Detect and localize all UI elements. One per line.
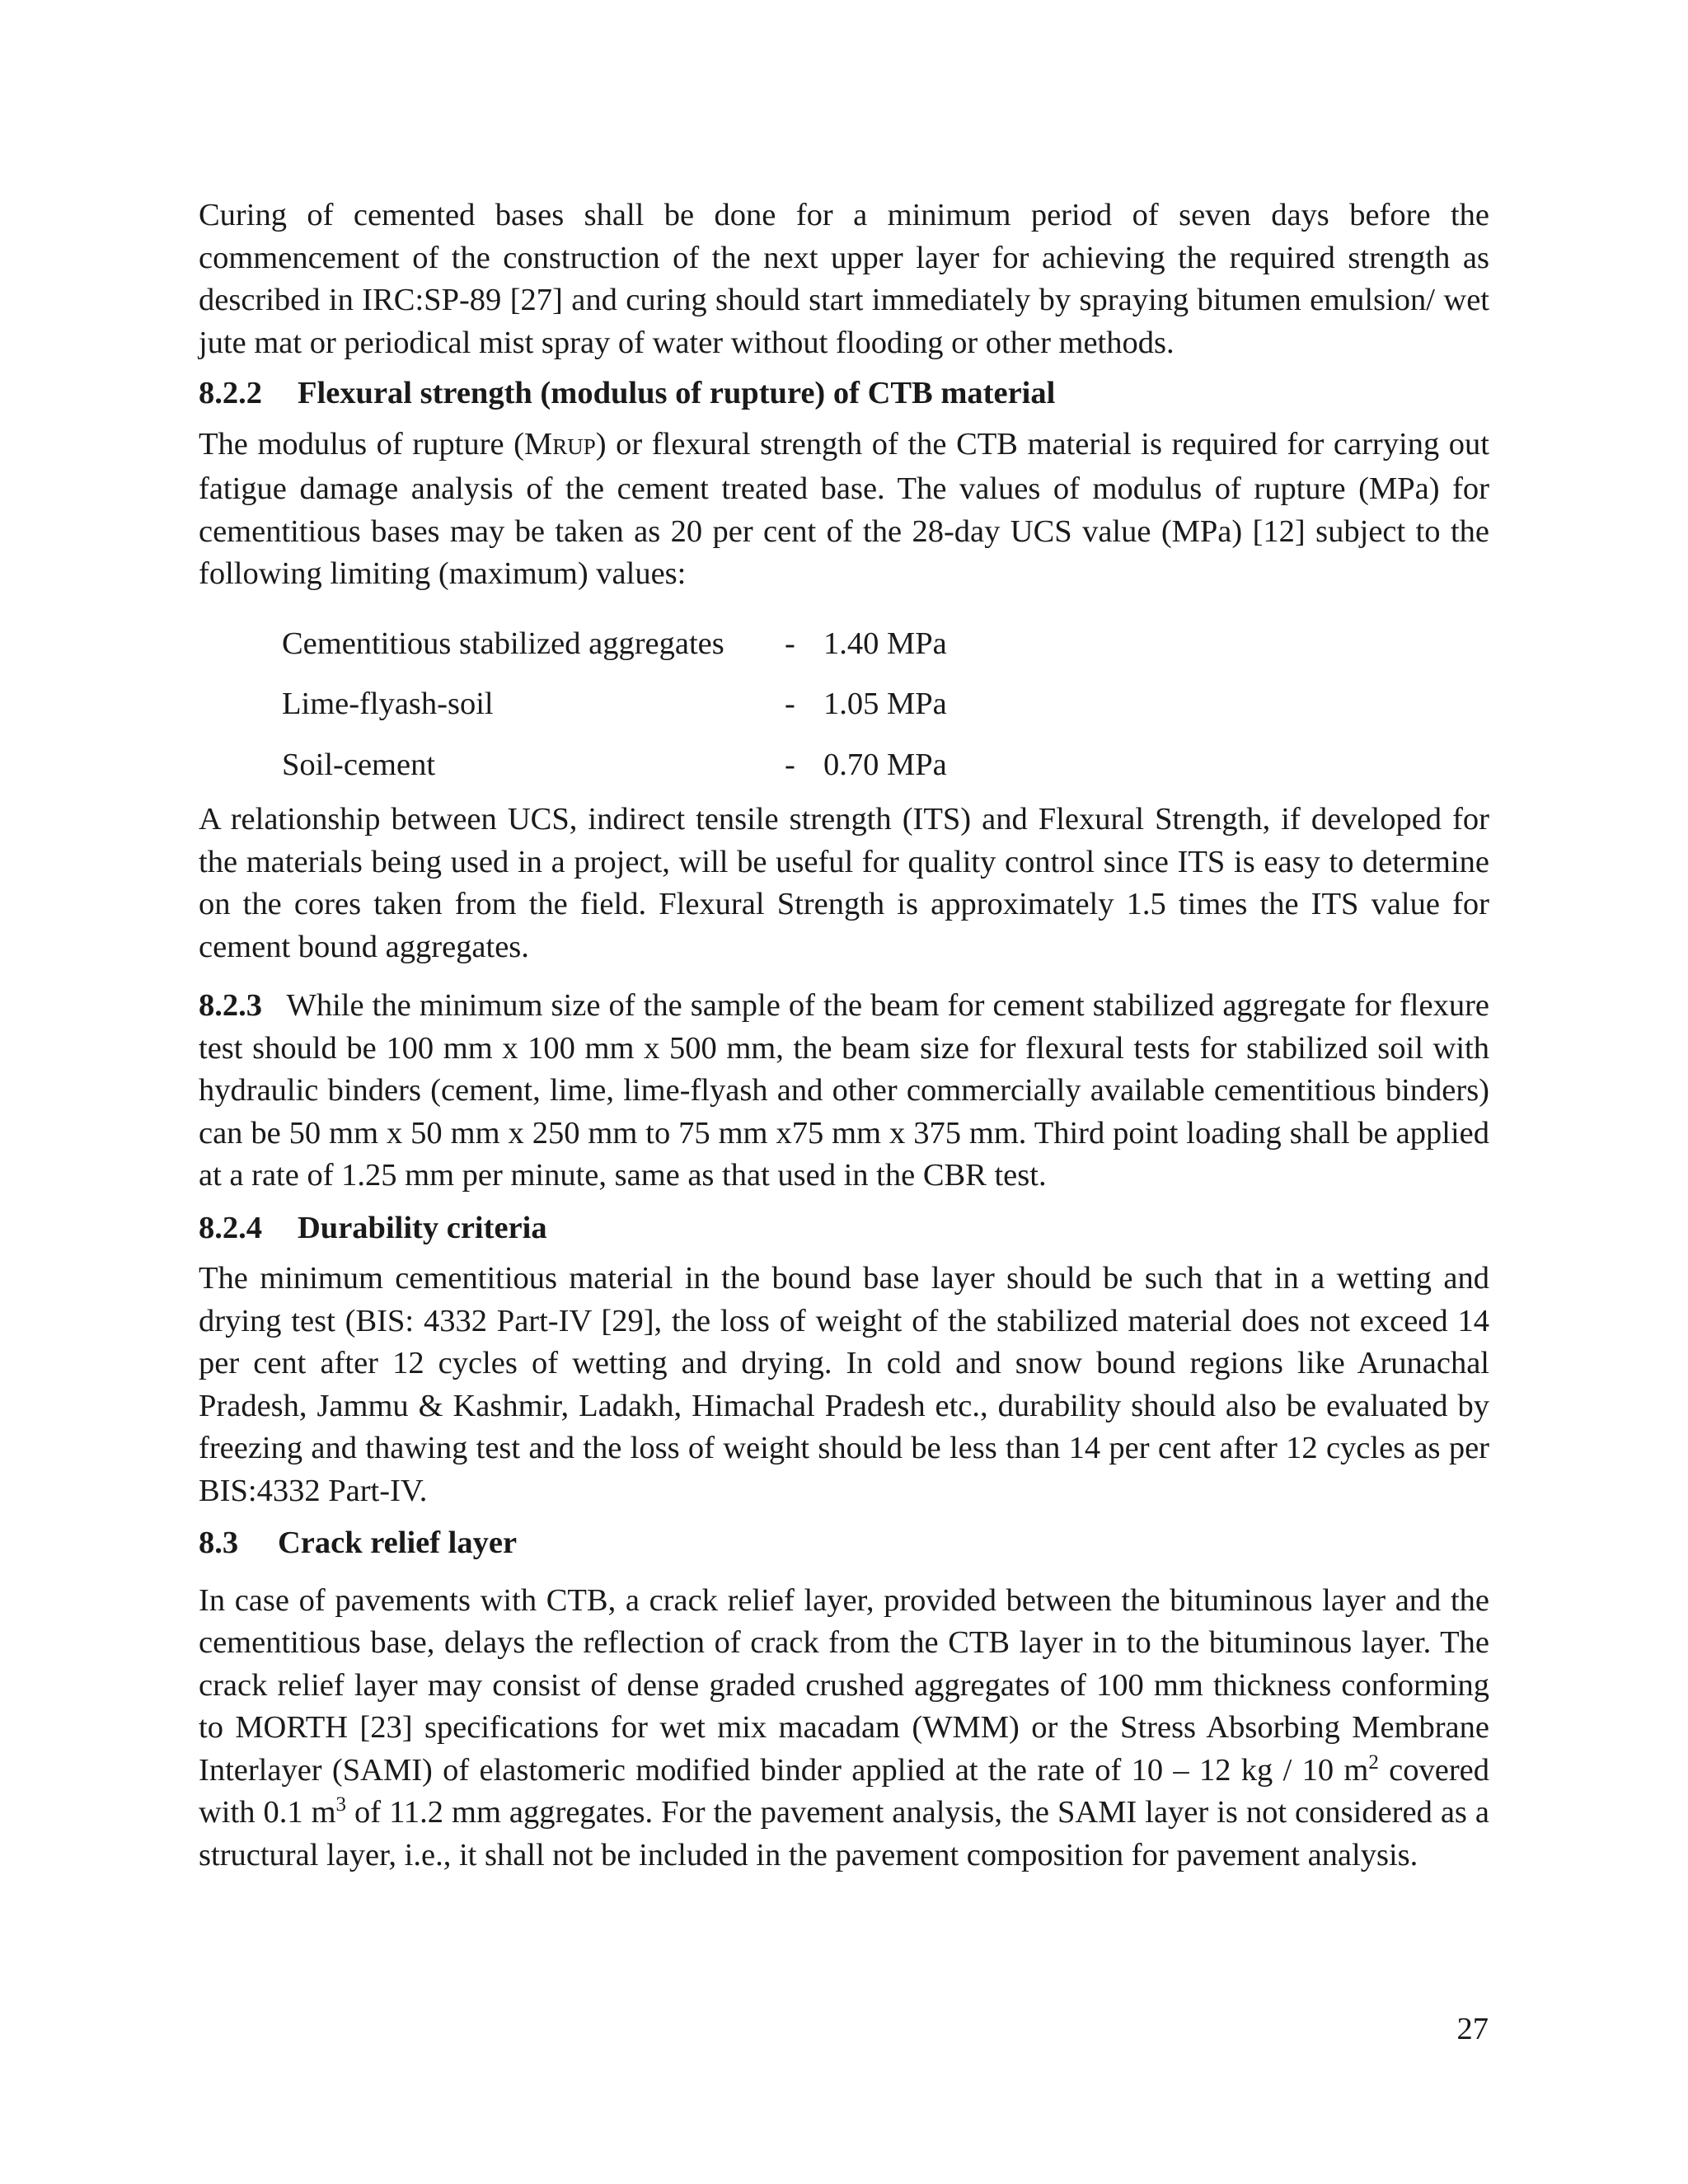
section-heading-8-2-4	[199, 1207, 1489, 1250]
paragraph-text: The modulus of rupture (M	[199, 426, 553, 462]
modulus-of-rupture-paragraph	[199, 424, 1489, 596]
superscript: 3	[335, 1793, 347, 1816]
section-number: 8.2.2	[199, 376, 262, 410]
crack-relief-paragraph	[199, 1580, 1489, 1877]
section-number: 8.3	[199, 1526, 239, 1560]
superscript: 2	[1368, 1750, 1379, 1774]
section-heading-8-2-2	[199, 373, 1489, 415]
section-heading-8-3	[199, 1522, 1489, 1565]
section-title: Durability criteria	[298, 1210, 547, 1245]
durability-paragraph: The minimum cementitious material in the bound base layer should be such that in a wetting and drying test (BIS: 4332 Part-IV [29], the loss of weight of the stabilized material does not exceed 14 per cent after 12 cycles of wetting and drying. In cold and snow bound regions like Arunachal Pradesh, Jammu & Kashmir, Ladakh, Himachal Pradesh etc., durability should also be evaluated by freezing and thawing test and the loss of weight should be less than 14 per cent after 12 cycles as per BIS:4332 Part-IV.	[199, 1261, 1489, 1508]
limit-row	[282, 674, 1489, 735]
section-8-2-3-paragraph	[199, 985, 1489, 1197]
limit-value: 1.05 MPa	[823, 687, 947, 721]
paragraph-text: In case of pavements with CTB, a crack relief layer, provided between the bituminous layer and the cementitious base, delays the reflection of crack from the CTB layer in to the bituminous layer. The crack relief layer may consist of dense graded crushed aggregates of 100 mm thickness conforming to MORTH [23] specifications for wet mix macadam (WMM) or the Stress Absorbing Membrane Interlayer (SAMI) of elastomeric modified binder applied at the rate of 10 – 12 kg / 10 m	[199, 1582, 1489, 1788]
limit-value: 0.70 MPa	[823, 747, 947, 782]
document-page	[199, 194, 1489, 1877]
limit-row	[282, 735, 1489, 796]
limit-row	[282, 614, 1489, 675]
paragraph-text: of 11.2 mm aggregates. For the pavement analysis, the SAMI layer is not considered as a structural layer, i.e., it shall not be included in the pavement composition for pavement analysis.	[199, 1795, 1489, 1872]
curing-paragraph: Curing of cemented bases shall be done for a minimum period of seven days before the commencement of the construction of the next upper layer for achieving the required strength as described in IRC:SP-89 [27] and curing should start immediately by spraying bitumen emulsion/ wet jute mat or periodical mist spray of water without flooding or other methods.	[199, 198, 1489, 360]
paragraph-text: covered with 0.1 m	[199, 1752, 1489, 1830]
limit-value: 1.40 MPa	[823, 626, 947, 661]
paragraph-text: ) or flexural strength of the CTB material is required for carrying out fatigue damage analysis of the cement treated base. The values of modulus of rupture (MPa) for cementitious bases may be taken as 20 per cent of the 28-day UCS value (MPa) [12] subject to the following limiting (maximum) values:	[199, 426, 1489, 591]
material-name: Soil-cement	[282, 747, 436, 782]
limiting-values-list	[199, 614, 1489, 796]
section-number: 8.2.4	[199, 1210, 262, 1245]
separator: -	[785, 687, 795, 721]
separator: -	[785, 747, 795, 782]
separator: -	[785, 626, 795, 661]
material-name: Lime-flyash-soil	[282, 687, 494, 721]
subscript-text: RUP	[552, 434, 596, 459]
section-title: Flexural strength (modulus of rupture) of CTB material	[298, 376, 1056, 410]
material-name: Cementitious stabilized aggregates	[282, 626, 724, 661]
relationship-paragraph: A relationship between UCS, indirect tensile strength (ITS) and Flexural Strength, if developed for the materials being used in a project, will be useful for quality control since ITS is easy to determine on the cores taken from the field. Flexural Strength is approximately 1.5 times the ITS value for cement bound aggregates.	[199, 802, 1489, 964]
paragraph-text: While the minimum size of the sample of the beam for cement stabilized aggregate for flexure test should be 100 mm x 100 mm x 500 mm, the beam size for flexural tests for stabilized soil with hydraulic binders (cement, lime, lime-flyash and other commercially available cementitious binders) can be 50 mm x 50 mm x 250 mm to 75 mm x75 mm x 375 mm. Third point loading shall be applied at a rate of 1.25 mm per minute, same as that used in the CBR test.	[199, 988, 1489, 1193]
section-title: Crack relief layer	[278, 1526, 518, 1560]
section-number: 8.2.3	[199, 988, 262, 1023]
page-number: 27	[1456, 2012, 1489, 2046]
